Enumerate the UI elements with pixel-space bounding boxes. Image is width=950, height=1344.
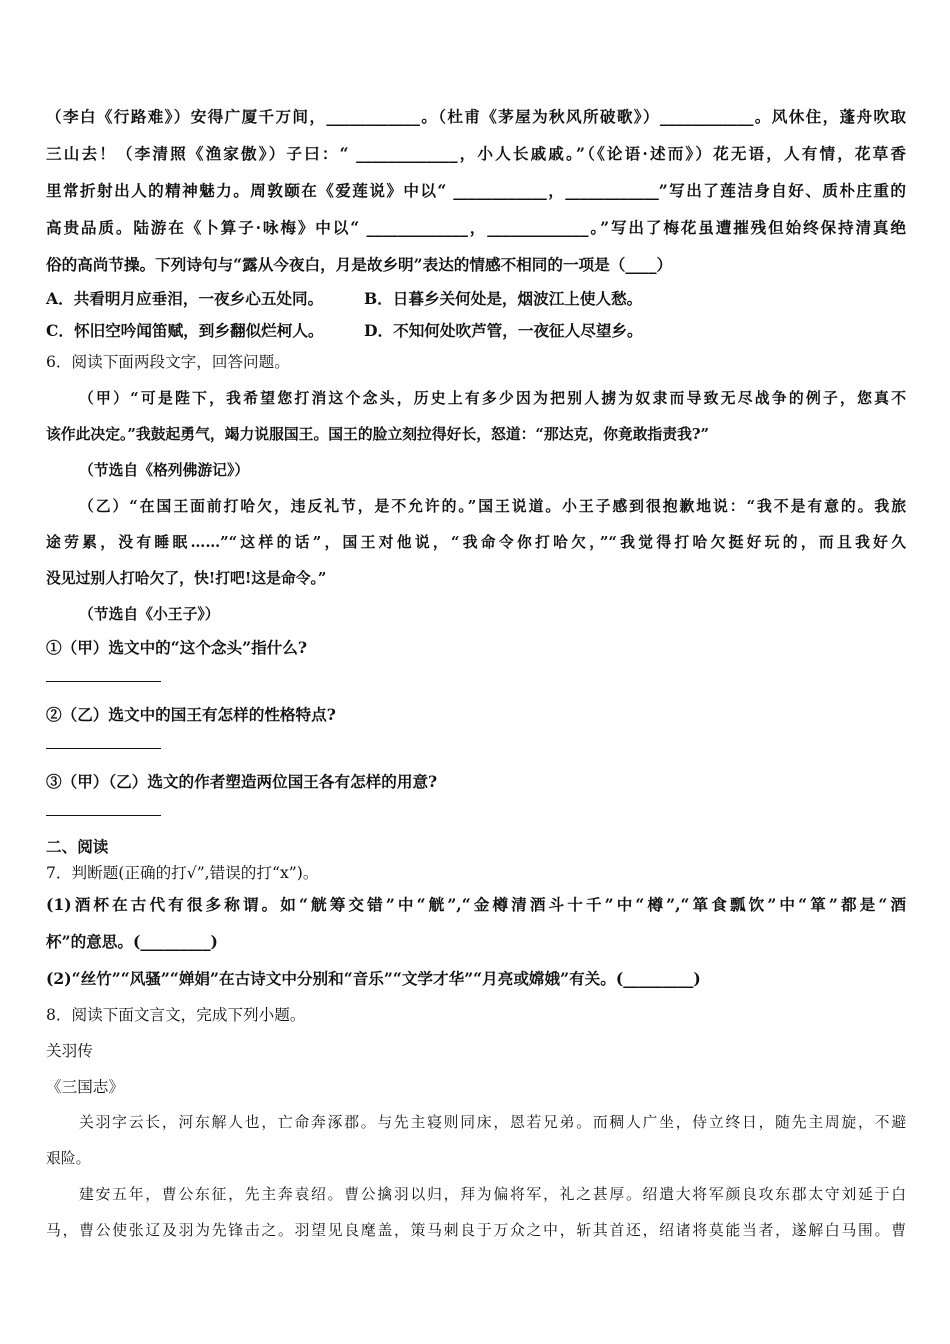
q6-yi-line-3: 没见过别人打哈欠了，快!打吧!这是命令。” bbox=[46, 570, 327, 587]
q6-yi-line-1: （乙）“在国王面前打哈欠，违反礼节，是不允许的。”国王说道。小王子感到很抱歉地说：“我不是有意的。我旅 bbox=[79, 498, 906, 515]
q8-para-2-line-2: 马，曹公使张辽及羽为先锋击之。羽望见良麾盖，策马刺良于万众之中，斩其首还，绍诸将莫能当者，遂解白马围。曹 bbox=[46, 1222, 906, 1239]
q5-line-5: 俗的高尚节操。下列诗句与“露从今夜白，月是故乡明”表达的情感不相同的一项是（____） bbox=[46, 255, 673, 274]
q5-line-3: 里常折射出人的精神魅力。周敦颐在《爱莲说》中以“ ____________，____________”写出了莲洁身自好、质朴庄重的 bbox=[46, 181, 906, 200]
q5-options-row-1 bbox=[46, 283, 906, 315]
q8-para-1-line-1: 关羽字云长，河东解人也，亡命奔涿郡。与先主寝则同床，恩若兄弟。而稠人广坐，侍立终日，随先主周旋，不避 bbox=[79, 1114, 906, 1131]
q6-title: 6．阅读下面两段文字，回答问题。 bbox=[46, 353, 290, 371]
q5-line-1: （李白《行路难》）安得广厦千万间，____________。（杜甫《茅屋为秋风所破歌》）____________。风休住，蓬舟吹取 bbox=[46, 107, 906, 126]
q5-line-2: 三山去！（李清照《渔家傲》）子曰：“ _____________，小人长戚戚。”（《论语·述而》）花无语，人有情，花草香 bbox=[46, 144, 906, 163]
question-8 bbox=[46, 997, 906, 1249]
q7-item-2: (2)“丝竹”“风骚”“婵娟”在古诗文中分别和“音乐”“文学才华”“月亮或嫦娥”有关。(_________) bbox=[46, 969, 701, 988]
q5-option-d: D．不知何处吹芦管，一夜征人尽望乡。 bbox=[364, 321, 643, 340]
q8-article-source: 《三国志》 bbox=[46, 1078, 124, 1096]
q5-options-row-2 bbox=[46, 315, 906, 347]
q8-article-title: 关羽传 bbox=[46, 1042, 93, 1060]
q8-title: 8．阅读下面文言文，完成下列小题。 bbox=[46, 1006, 306, 1024]
q5-option-a: A．共看明月应垂泪，一夜乡心五处同。 bbox=[46, 289, 324, 308]
section-heading-reading: 二、阅读 bbox=[46, 837, 109, 856]
q6-yi-source: （节选自《小王子》） bbox=[79, 606, 220, 623]
q6-subquestion-3: ③（甲）（乙）选文的作者塑造两位国王各有怎样的用意? bbox=[46, 772, 438, 791]
q6-yi-line-2: 途劳累，没有睡眠……”“这样的话”，国王对他说，“我命令你打哈欠，”“我觉得打哈欠挺好玩的，而且我好久 bbox=[46, 534, 906, 551]
q5-option-c: C．怀旧空吟闻笛赋，到乡翻似烂柯人。 bbox=[46, 321, 324, 340]
q6-answer-line-1[interactable] bbox=[46, 681, 161, 682]
q7-item-1-line-1: (1)酒杯在古代有很多称谓。如“觥筹交错”中“觥”,“金樽清酒斗十千”中“樽”,“箪食瓢饮”中“箪”都是“酒 bbox=[46, 895, 906, 914]
q6-answer-line-3[interactable] bbox=[46, 815, 161, 816]
q6-answer-line-2[interactable] bbox=[46, 748, 161, 749]
question-5 bbox=[46, 98, 906, 347]
question-7 bbox=[46, 860, 906, 997]
q6-subquestion-2: ②（乙）选文中的国王有怎样的性格特点? bbox=[46, 705, 336, 724]
document-body bbox=[46, 98, 906, 1249]
q6-jia-source: （节选自《格列佛游记》） bbox=[79, 462, 250, 479]
q6-subquestion-1: ①（甲）选文中的“这个念头”指什么? bbox=[46, 638, 307, 657]
question-6 bbox=[46, 347, 906, 816]
q7-item-1-line-2: 杯”的意思。(_________) bbox=[46, 932, 218, 951]
q5-line-4: 高贵品质。陆游在《卜算子·咏梅》中以“ _____________，_____________。”写出了梅花虽遭摧残但始终保持清真绝 bbox=[46, 218, 906, 237]
q5-option-b: B．日暮乡关何处是，烟波江上使人愁。 bbox=[364, 289, 643, 308]
q7-title: 7．判断题(正确的打√”,错误的打“x”)。 bbox=[46, 864, 319, 882]
q8-para-1-line-2: 艰险。 bbox=[46, 1150, 91, 1167]
q6-jia-line-2: 该作此决定。”我鼓起勇气，竭力说服国王。国王的脸立刻拉得好长，怒道：“那达克，你竟敢指责我?” bbox=[46, 426, 710, 443]
q6-jia-line-1: （甲）“可是陛下，我希望您打消这个念头，历史上有多少因为把别人掳为奴隶而导致无尽战争的例子，您真不 bbox=[79, 390, 906, 407]
q8-para-2-line-1: 建安五年，曹公东征，先主奔袁绍。曹公擒羽以归，拜为偏将军，礼之甚厚。绍遣大将军颜良攻东郡太守刘延于白 bbox=[79, 1186, 906, 1203]
